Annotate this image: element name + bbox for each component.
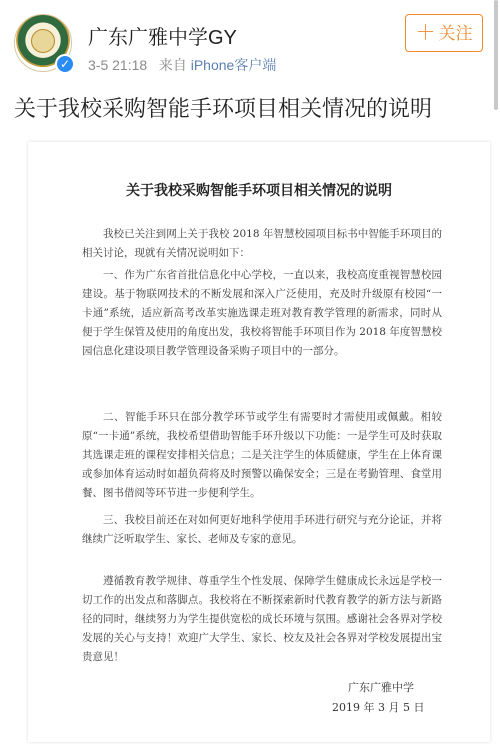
school-logo-avatar[interactable] — [14, 14, 72, 72]
document-date: 2019 年 3 月 5 日 — [332, 701, 425, 714]
account-name[interactable]: 广东广雅中学GY — [88, 27, 237, 49]
plus-icon: ＋ — [415, 20, 436, 44]
post-meta — [88, 55, 276, 75]
logo-emblem-icon — [31, 29, 55, 53]
post-source[interactable]: iPhone客户端 — [190, 57, 277, 73]
document-paragraph: 遵循教育教学规律、尊重学生个性发展、保障学生健康成长永远是学校一切工作的出发点和落脚点。我校将在不断探索新时代教育教学的新方法与新路径的同时，继续努力为学生提供宽松的成长环境与氛围。感谢社会各界对学校发展的关心与支持！欢迎广大学生、家长、校友及社会各界对学校发展提出宝贵意见！ — [82, 575, 442, 663]
follow-label: 关注 — [438, 24, 473, 44]
follow-button[interactable] — [405, 14, 483, 52]
post-time: 3-5 21:18 — [88, 57, 148, 73]
document-paragraph: 三、我校目前还在对如何更好地科学使用手环进行研究与充分论证，并将继续广泛听取学生、家长、老师及专家的意见。 — [82, 514, 442, 545]
document-signature: 广东广雅中学 — [348, 681, 414, 694]
document-paragraph: 我校已关注到网上关于我校 2018 年智慧校园项目标书中智能手环项目的相关讨论，现就有关情况说明如下： — [82, 228, 442, 259]
statement-document-image[interactable] — [28, 142, 490, 742]
post-source-prefix: 来自 — [158, 57, 187, 73]
document-paragraph: 一、作为广东省首批信息化中心学校，一直以来，我校高度重视智慧校园建设。基于物联网技术的不断发展和深入广泛使用，充及时升级原有校园“一卡通”系统，适应新高考改革实施选课走班对教育教学管理的新需求，同时从便于学生保管及使用的角度出发，我校将智能手环项目作为 2018 年度智慧校园信息化建设项目教学管理设备采购子项目中的一部分。 — [82, 269, 442, 357]
document-paragraph: 二、智能手环只在部分教学环节或学生有需要时才需使用或佩戴。相较原“一卡通”系统，我校希望借助智能手环升级以下功能：一是学生可及时获取其选课走班的课程安排相关信息；二是关注学生的体质健康，学生在上体育课或参加体育运动时如超负荷将及时预警以确保安全；三是在考勤管理、食堂用餐、图书借阅等环节进一步便利学生。 — [82, 411, 442, 499]
document-title: 关于我校采购智能手环项目相关情况的说明 — [126, 183, 392, 199]
post-title: 关于我校采购智能手环项目相关情况的说明 — [14, 96, 433, 121]
verified-badge-icon: ✓ — [55, 54, 75, 74]
scrollbar[interactable] — [494, 0, 498, 110]
